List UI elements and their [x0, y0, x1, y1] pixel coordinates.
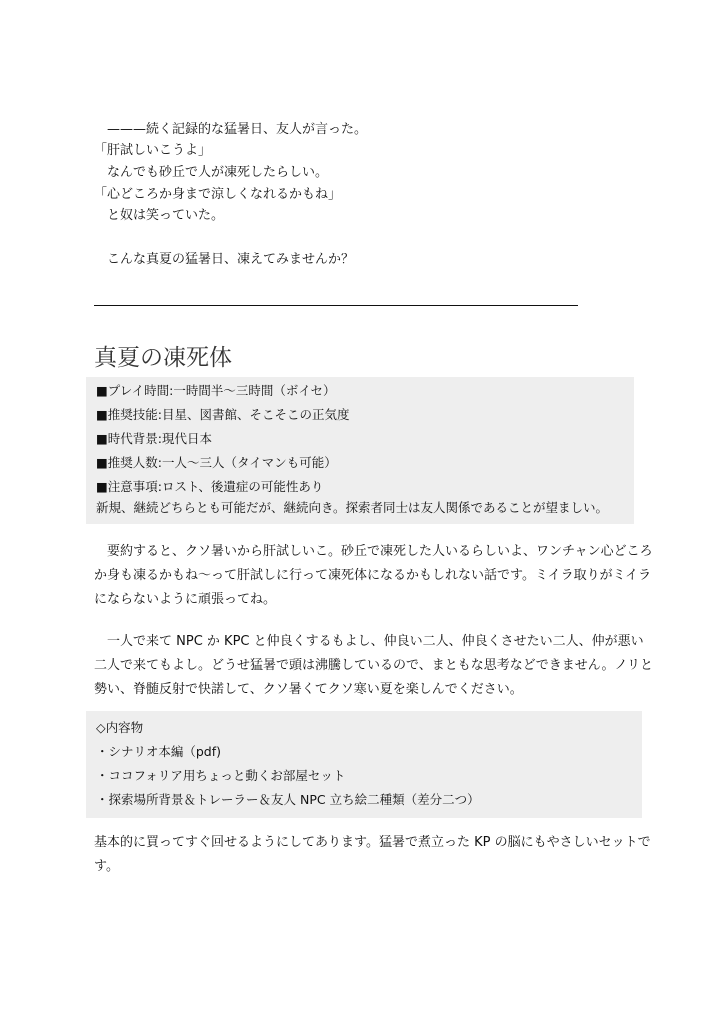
info-item-era: ■時代背景:現代日本	[96, 431, 213, 446]
info-item-notes: ■注意事項:ロスト、後遺症の可能性あり	[96, 479, 324, 494]
players-line: 一人で来て NPC か KPC と仲良くするもよし、仲良い二人、仲良くさせたい二人、仲が悪い	[94, 634, 644, 649]
players-line: 二人で来てもよし。どうせ猛暑で頭は沸騰しているので、まともな思考などできません。ノリと	[94, 658, 654, 673]
summary-line: か身も凍るかもね～って肝試しに行って凍死体になるかもしれない話です。ミイラ取りがミイラ	[94, 568, 652, 583]
intro-line: こんな真夏の猛暑日、凍えてみませんか？	[94, 252, 355, 267]
info-item-skills: ■推奨技能:目星、図書館、そこそこの正気度	[96, 407, 350, 422]
intro-line: ———続く記録的な猛暑日、友人が言った。	[94, 122, 368, 137]
scenario-title: 真夏の凍死体	[94, 345, 232, 371]
contents-item: ・ココフォリア用ちょっと動くお部屋セット	[96, 768, 346, 783]
intro-line: 「心どころか身まで涼しくなれるかもね」	[94, 187, 342, 202]
divider-rule	[94, 305, 578, 306]
contents-item: ・シナリオ本編（pdf)	[96, 744, 222, 759]
closing-line: す。	[94, 859, 119, 874]
info-item-players: ■推奨人数:一人～三人（タイマンも可能）	[96, 455, 337, 470]
players-line: 勢い、脊髄反射で快諾して、クソ暑くてクソ寒い夏を楽しんでください。	[94, 682, 523, 697]
contents-heading: ◇内容物	[96, 720, 144, 735]
closing-line: 基本的に買ってすぐ回せるようにしてあります。猛暑で煮立った KP の脳にもやさしいセットで	[94, 835, 651, 850]
intro-line: なんでも砂丘で人が凍死したらしい。	[94, 165, 329, 180]
summary-line: 要約すると、クソ暑いから肝試しいこ。砂丘で凍死した人いるらしいよ、ワンチャン心どころ	[94, 544, 653, 559]
intro-line: 「肝試しいこうよ」	[94, 143, 212, 158]
info-item-continuation: 新規、継続どちらとも可能だが、継続向き。探索者同士は友人関係であることが望ましい。	[96, 500, 609, 515]
intro-line: と奴は笑っていた。	[94, 208, 225, 223]
contents-item: ・探索場所背景＆トレーラー＆友人 NPC 立ち絵二種類（差分二つ）	[96, 792, 480, 807]
summary-line: にならないように頑張ってね。	[94, 592, 277, 607]
info-item-play-time: ■プレイ時間:一時間半～三時間（ボイセ）	[96, 383, 336, 398]
